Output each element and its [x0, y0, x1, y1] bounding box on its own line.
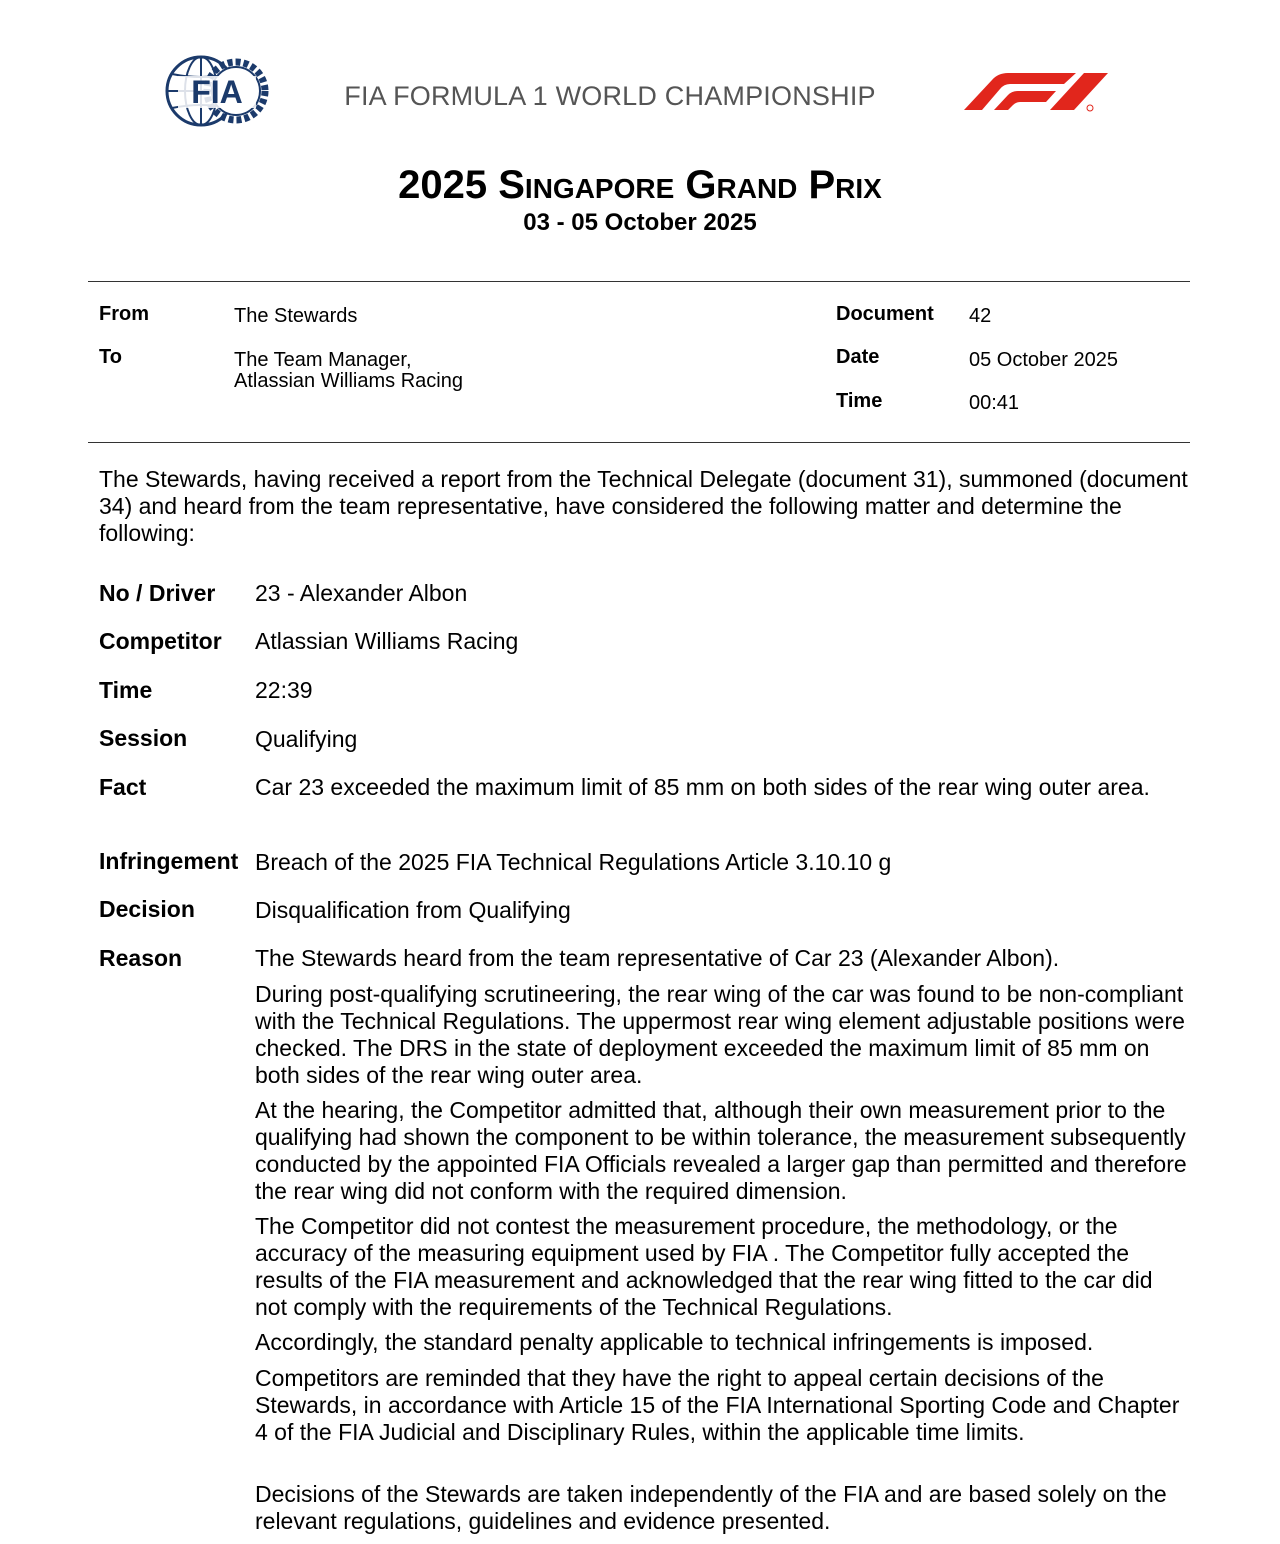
header-divider-top	[88, 281, 1190, 282]
to-value-line1: The Team Manager,	[234, 349, 412, 371]
to-value-line2: Atlassian Williams Racing	[234, 370, 463, 392]
decision-label: Decision	[99, 896, 195, 922]
reason-paragraph: During post-qualifying scrutineering, the rear wing of the car was found to be non-compliant with the Technical Regulations. The uppermost rear wing element adjustable positions were checked. The DRS in the state of deployment exceeded the maximum limit of 85 mm on both sides of the rear wing outer area.	[255, 981, 1185, 1088]
reason-paragraph: At the hearing, the Competitor admitted that, although their own measurement prior to the qualifying had shown the component to be within tolerance, the measurement subsequently conducted by the appointed FIA Officials revealed a larger gap than permitted and therefore the rear wing did not conform with the required dimension.	[255, 1097, 1187, 1204]
from-value: The Stewards	[234, 305, 358, 327]
to-label: To	[99, 346, 122, 368]
championship-title: FIA FORMULA 1 WORLD CHAMPIONSHIP	[344, 81, 876, 111]
session-label: Session	[99, 725, 188, 751]
document-value: 42	[969, 305, 992, 327]
reason-paragraph: Accordingly, the standard penalty applicable to technical infringements is imposed.	[255, 1329, 1094, 1355]
driver-label: No / Driver	[99, 580, 216, 606]
event-title	[0, 160, 1280, 210]
incident-time-value: 22:39	[255, 677, 313, 703]
from-label: From	[99, 303, 149, 325]
time-label: Time	[836, 390, 883, 412]
reason-paragraph: The Stewards heard from the team representative of Car 23 (Alexander Albon).	[255, 945, 1060, 971]
appeal-notice: Competitors are reminded that they have the right to appeal certain decisions of the Stewards, in accordance with Article 15 of the FIA International Sporting Code and Chapter 4 of the FIA Judicial and Disciplinary Rules, within the applicable time limits.	[255, 1365, 1180, 1445]
decision-value: Disqualification from Qualifying	[255, 897, 571, 923]
competitor-label: Competitor	[99, 628, 222, 654]
competitor-value: Atlassian Williams Racing	[255, 628, 519, 654]
fia-logo	[164, 54, 270, 128]
fact-value: Car 23 exceeded the maximum limit of 85 mm on both sides of the rear wing outer area.	[255, 774, 1150, 800]
header-divider-bottom	[88, 442, 1190, 443]
infringement-label: Infringement	[99, 848, 239, 874]
document-label: Document	[836, 303, 934, 325]
event-dates: 03 - 05 October 2025	[523, 209, 757, 236]
svg-text:FIA: FIA	[191, 74, 243, 110]
independence-notice: Decisions of the Stewards are taken independently of the FIA and are based solely on the relevant regulations, guidelines and evidence presented.	[255, 1481, 1167, 1534]
session-value: Qualifying	[255, 726, 358, 752]
f1-logo	[958, 70, 1114, 112]
time-value: 00:41	[969, 392, 1020, 414]
fact-label: Fact	[99, 774, 147, 800]
incident-time-label: Time	[99, 677, 153, 703]
event-year: 2025	[398, 163, 488, 207]
driver-value: 23 - Alexander Albon	[255, 580, 468, 606]
reason-paragraph: The Competitor did not contest the measurement procedure, the methodology, or the accuracy of the measuring equipment used by FIA . The Competitor fully accepted the results of the FIA measurement and acknowledged that the rear wing fitted to the car did not comply with the requirements of the Technical Regulations.	[255, 1213, 1153, 1320]
event-name: Singapore Grand Prix	[498, 163, 882, 207]
infringement-value: Breach of the 2025 FIA Technical Regulations Article 3.10.10 g	[255, 849, 892, 875]
reason-label: Reason	[99, 945, 183, 971]
intro-paragraph: The Stewards, having received a report from the Technical Delegate (document 31), summoned (document 34) and heard from the team representative, have considered the following matter and determine the following:	[99, 466, 1188, 546]
date-label: Date	[836, 346, 880, 368]
date-value: 05 October 2025	[969, 349, 1118, 371]
